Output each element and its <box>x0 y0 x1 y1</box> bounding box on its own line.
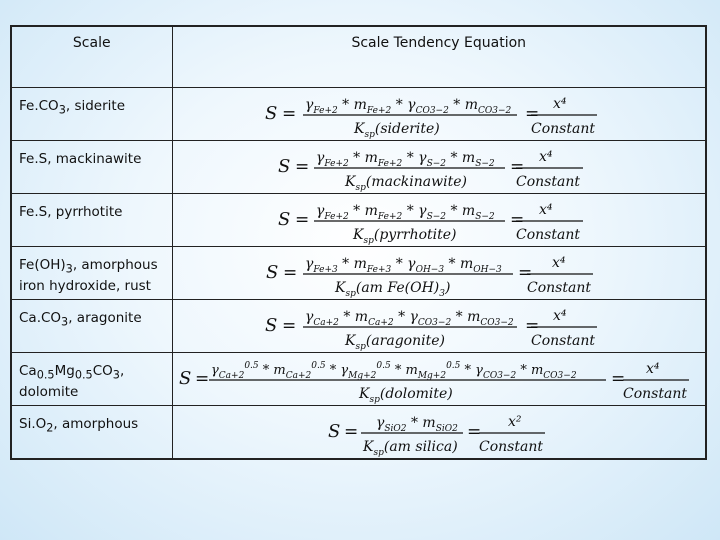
equation-dolomite <box>173 353 705 404</box>
equation-cell <box>172 194 706 247</box>
equation-silica <box>173 406 705 457</box>
table-row <box>11 353 706 406</box>
eq-numerator: $\gamma_{Fe+2} * m_{Fe+2} * \gamma_{CO3-2} * m_{CO3-2}$ <box>304 97 511 116</box>
svg-text:=: = <box>509 157 524 177</box>
eq-denominator: $K_{sp}(am$ $Fe(OH)_3$) <box>334 280 450 299</box>
svg-text:=: = <box>294 157 309 177</box>
mineral-cell: $Ca.CO_3$, aragonite <box>11 300 172 353</box>
eq-denominator: $K_{sp}(dolomite)$ <box>358 386 453 405</box>
eq-rhs-denominator: Constant <box>530 121 595 137</box>
equation-aragonite <box>173 300 705 351</box>
svg-text:=: = <box>524 104 539 124</box>
svg-text:=: = <box>294 210 309 230</box>
equation-cell <box>172 247 706 300</box>
eq-numerator: $\gamma_{Ca+2} * m_{Ca+2} * \gamma_{CO3-2} * m_{CO3-2}$ <box>304 309 514 328</box>
eq-denominator: $K_{sp}(aragonite)$ <box>344 333 445 352</box>
eq-rhs-numerator: x⁴ <box>552 308 567 324</box>
table-row <box>11 406 706 460</box>
equation-cell <box>172 353 706 406</box>
eq-denominator: $K_{sp}(siderite)$ <box>353 121 440 140</box>
equation-pyrrhotite <box>173 194 705 245</box>
mineral-cell: Fe.S, mackinawite <box>11 141 172 194</box>
scale-table <box>10 25 707 460</box>
eq-denominator: $K_{sp}(am$ silica) <box>362 439 458 458</box>
equation-cell <box>172 300 706 353</box>
eq-denominator: $K_{sp}(mackinawite)$ <box>344 174 467 193</box>
table-row <box>11 194 706 247</box>
eq-lhs: S <box>327 421 340 442</box>
svg-text:=: = <box>509 210 524 230</box>
header-equation: Scale Tendency Equation <box>172 26 706 88</box>
svg-text:=: = <box>281 316 296 336</box>
svg-text:=: = <box>282 263 297 283</box>
eq-numerator: $\gamma_{Fe+2} * m_{Fe+2} * \gamma_{S-2} * m_{S-2}$ <box>315 203 495 222</box>
table-row <box>11 88 706 141</box>
mineral-cell: $Ca_{0.5}Mg_{0.5}CO_3$, dolomite <box>11 353 172 406</box>
mineral-cell: $Fe(OH)_3$, amorphous iron hydroxide, rust <box>11 247 172 300</box>
eq-rhs-denominator: Constant <box>622 386 687 402</box>
eq-numerator: $\gamma_{SiO2} * m_{SiO2}$ <box>375 415 458 434</box>
table-row <box>11 300 706 353</box>
svg-text:=: = <box>343 422 358 442</box>
eq-rhs-numerator: x⁴ <box>551 255 566 271</box>
eq-lhs: S <box>265 262 278 283</box>
equation-siderite <box>173 88 705 139</box>
eq-rhs-numerator: x⁴ <box>538 202 553 218</box>
eq-rhs-numerator: x⁴ <box>645 361 660 377</box>
svg-text:=: = <box>466 422 481 442</box>
svg-text:=: = <box>524 316 539 336</box>
svg-text:=: = <box>194 369 209 389</box>
eq-rhs-numerator: x² <box>507 414 522 430</box>
eq-numerator: $\gamma_{Fe+3} * m_{Fe+3} * \gamma_{OH-3} * m_{OH-3}$ <box>304 256 502 275</box>
eq-denominator: $K_{sp}(pyrrhotite)$ <box>352 227 456 246</box>
svg-text:=: = <box>281 104 296 124</box>
mineral-cell: $Si.O_2$, amorphous <box>11 406 172 460</box>
svg-text:=: = <box>517 263 532 283</box>
header-row <box>11 26 706 88</box>
eq-rhs-denominator: Constant <box>478 439 543 455</box>
eq-lhs: S <box>277 156 290 177</box>
equation-cell <box>172 141 706 194</box>
eq-rhs-denominator: Constant <box>526 280 591 296</box>
eq-rhs-numerator: x⁴ <box>538 149 553 165</box>
equation-mackinawite <box>173 141 705 192</box>
eq-lhs: S <box>264 315 277 336</box>
svg-text:=: = <box>610 369 625 389</box>
eq-numerator: $\gamma_{Fe+2} * m_{Fe+2} * \gamma_{S-2} * m_{S-2}$ <box>315 150 495 169</box>
mineral-cell: Fe.S, pyrrhotite <box>11 194 172 247</box>
equation-iron-hydroxide <box>173 247 705 298</box>
table-row <box>11 141 706 194</box>
eq-lhs: S <box>264 103 277 124</box>
equation-cell <box>172 406 706 460</box>
equation-cell <box>172 88 706 141</box>
table-row <box>11 247 706 300</box>
eq-lhs: S <box>277 209 290 230</box>
mineral-cell: $Fe.CO_3$, siderite <box>11 88 172 141</box>
header-scale: Scale <box>11 26 172 88</box>
eq-rhs-denominator: Constant <box>515 227 580 243</box>
eq-numerator: $\gamma_{Ca+2}^{0.5} * m_{Ca+2}^{0.5} * \gamma_{Mg+2}^{0.5} * m_{Mg+2}^{0.5} * \gamma_{CO3-2} * m_{CO3-2}$ <box>210 361 577 381</box>
eq-lhs: S <box>178 368 191 389</box>
eq-rhs-numerator: x⁴ <box>552 96 567 112</box>
eq-rhs-denominator: Constant <box>530 333 595 349</box>
eq-rhs-denominator: Constant <box>515 174 580 190</box>
